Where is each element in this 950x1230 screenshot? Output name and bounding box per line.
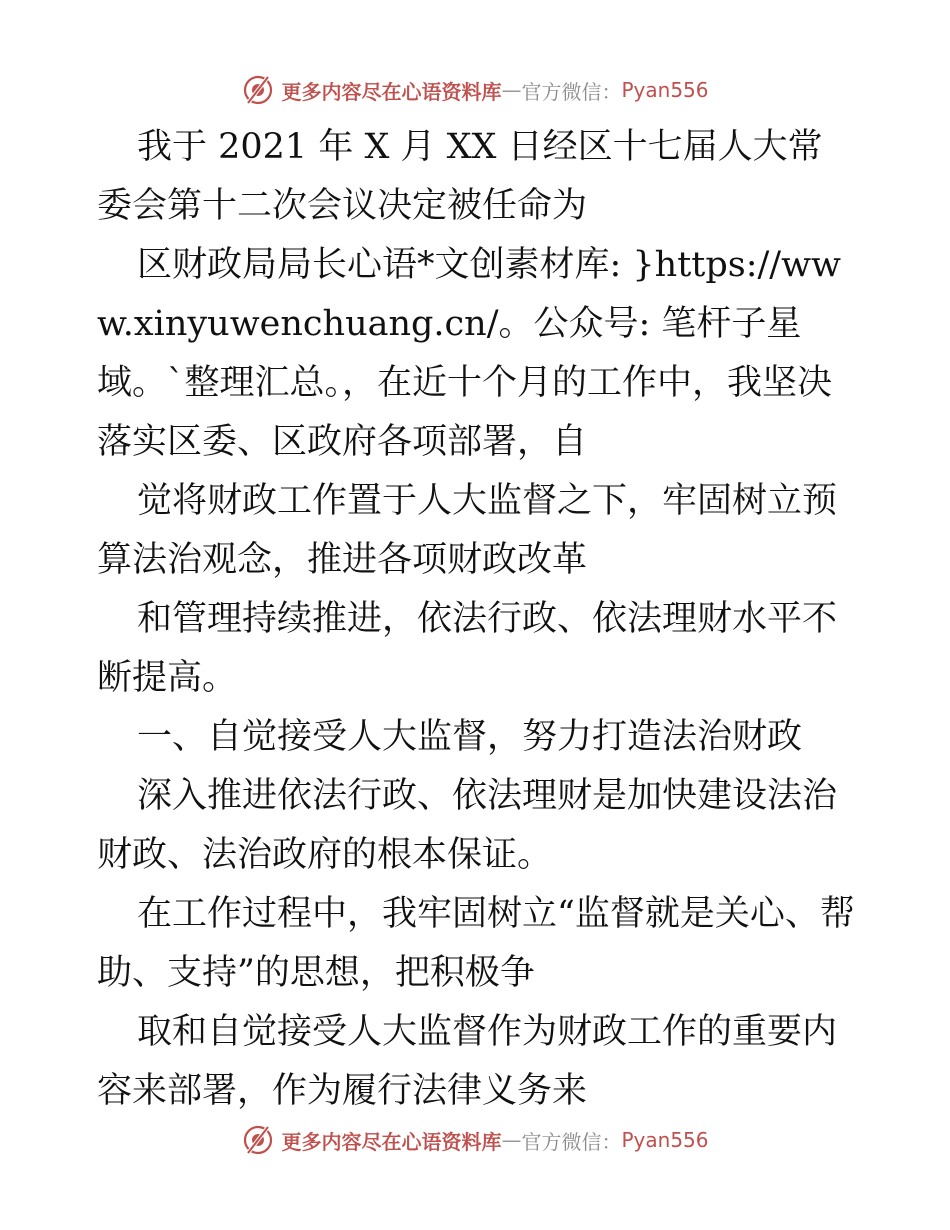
watermark-separator: — (501, 78, 522, 102)
watermark-wechat-id: Pyan556 (621, 1128, 709, 1152)
header-watermark (0, 70, 950, 110)
paragraph: 在工作过程中，我牢固树立“监督就是关心、帮助、支持”的思想，把积极争 (97, 894, 855, 993)
footer-watermark (0, 1120, 950, 1160)
watermark-wechat-id: Pyan556 (621, 78, 709, 102)
watermark-wechat-prefix: 官方微信： (521, 79, 622, 104)
paragraph: 区财政局局长心语*文创素材库: }https://www.xinyuwenchuang.cn/。公众号: 笔杆子星域。`整理汇总。，在近十个月的工作中，我坚决落实区委、区政府各项部署，自 (97, 245, 842, 462)
paragraph: 觉将财政工作置于人大监督之下，牢固树立预算法治观念，推进各项财政改革 (97, 481, 838, 580)
quill-pen-logo-icon (241, 73, 275, 107)
section-heading: 一、自觉接受人大监督，努力打造法治财政 (137, 717, 803, 757)
watermark-separator: — (501, 1128, 522, 1152)
paragraph: 和管理持续推进，依法行政、依法理财水平不断提高。 (97, 599, 838, 698)
quill-pen-logo-icon (241, 1123, 275, 1157)
watermark-wechat-prefix: 官方微信： (521, 1129, 622, 1154)
paragraph: 深入推进依法行政、依法理财是加快建设法治财政、法治政府的根本保证。 (97, 776, 838, 875)
paragraph: 取和自觉接受人大监督作为财政工作的重要内容来部署，作为履行法律义务来 (97, 1012, 838, 1111)
document-body (97, 118, 857, 1121)
paragraph: 我于 2021 年 X 月 XX 日经区十七届人大常委会第十二次会议决定被任命为 (97, 127, 823, 226)
watermark-label: 更多内容尽在心语资料库 (281, 79, 502, 104)
watermark-label: 更多内容尽在心语资料库 (281, 1129, 502, 1154)
